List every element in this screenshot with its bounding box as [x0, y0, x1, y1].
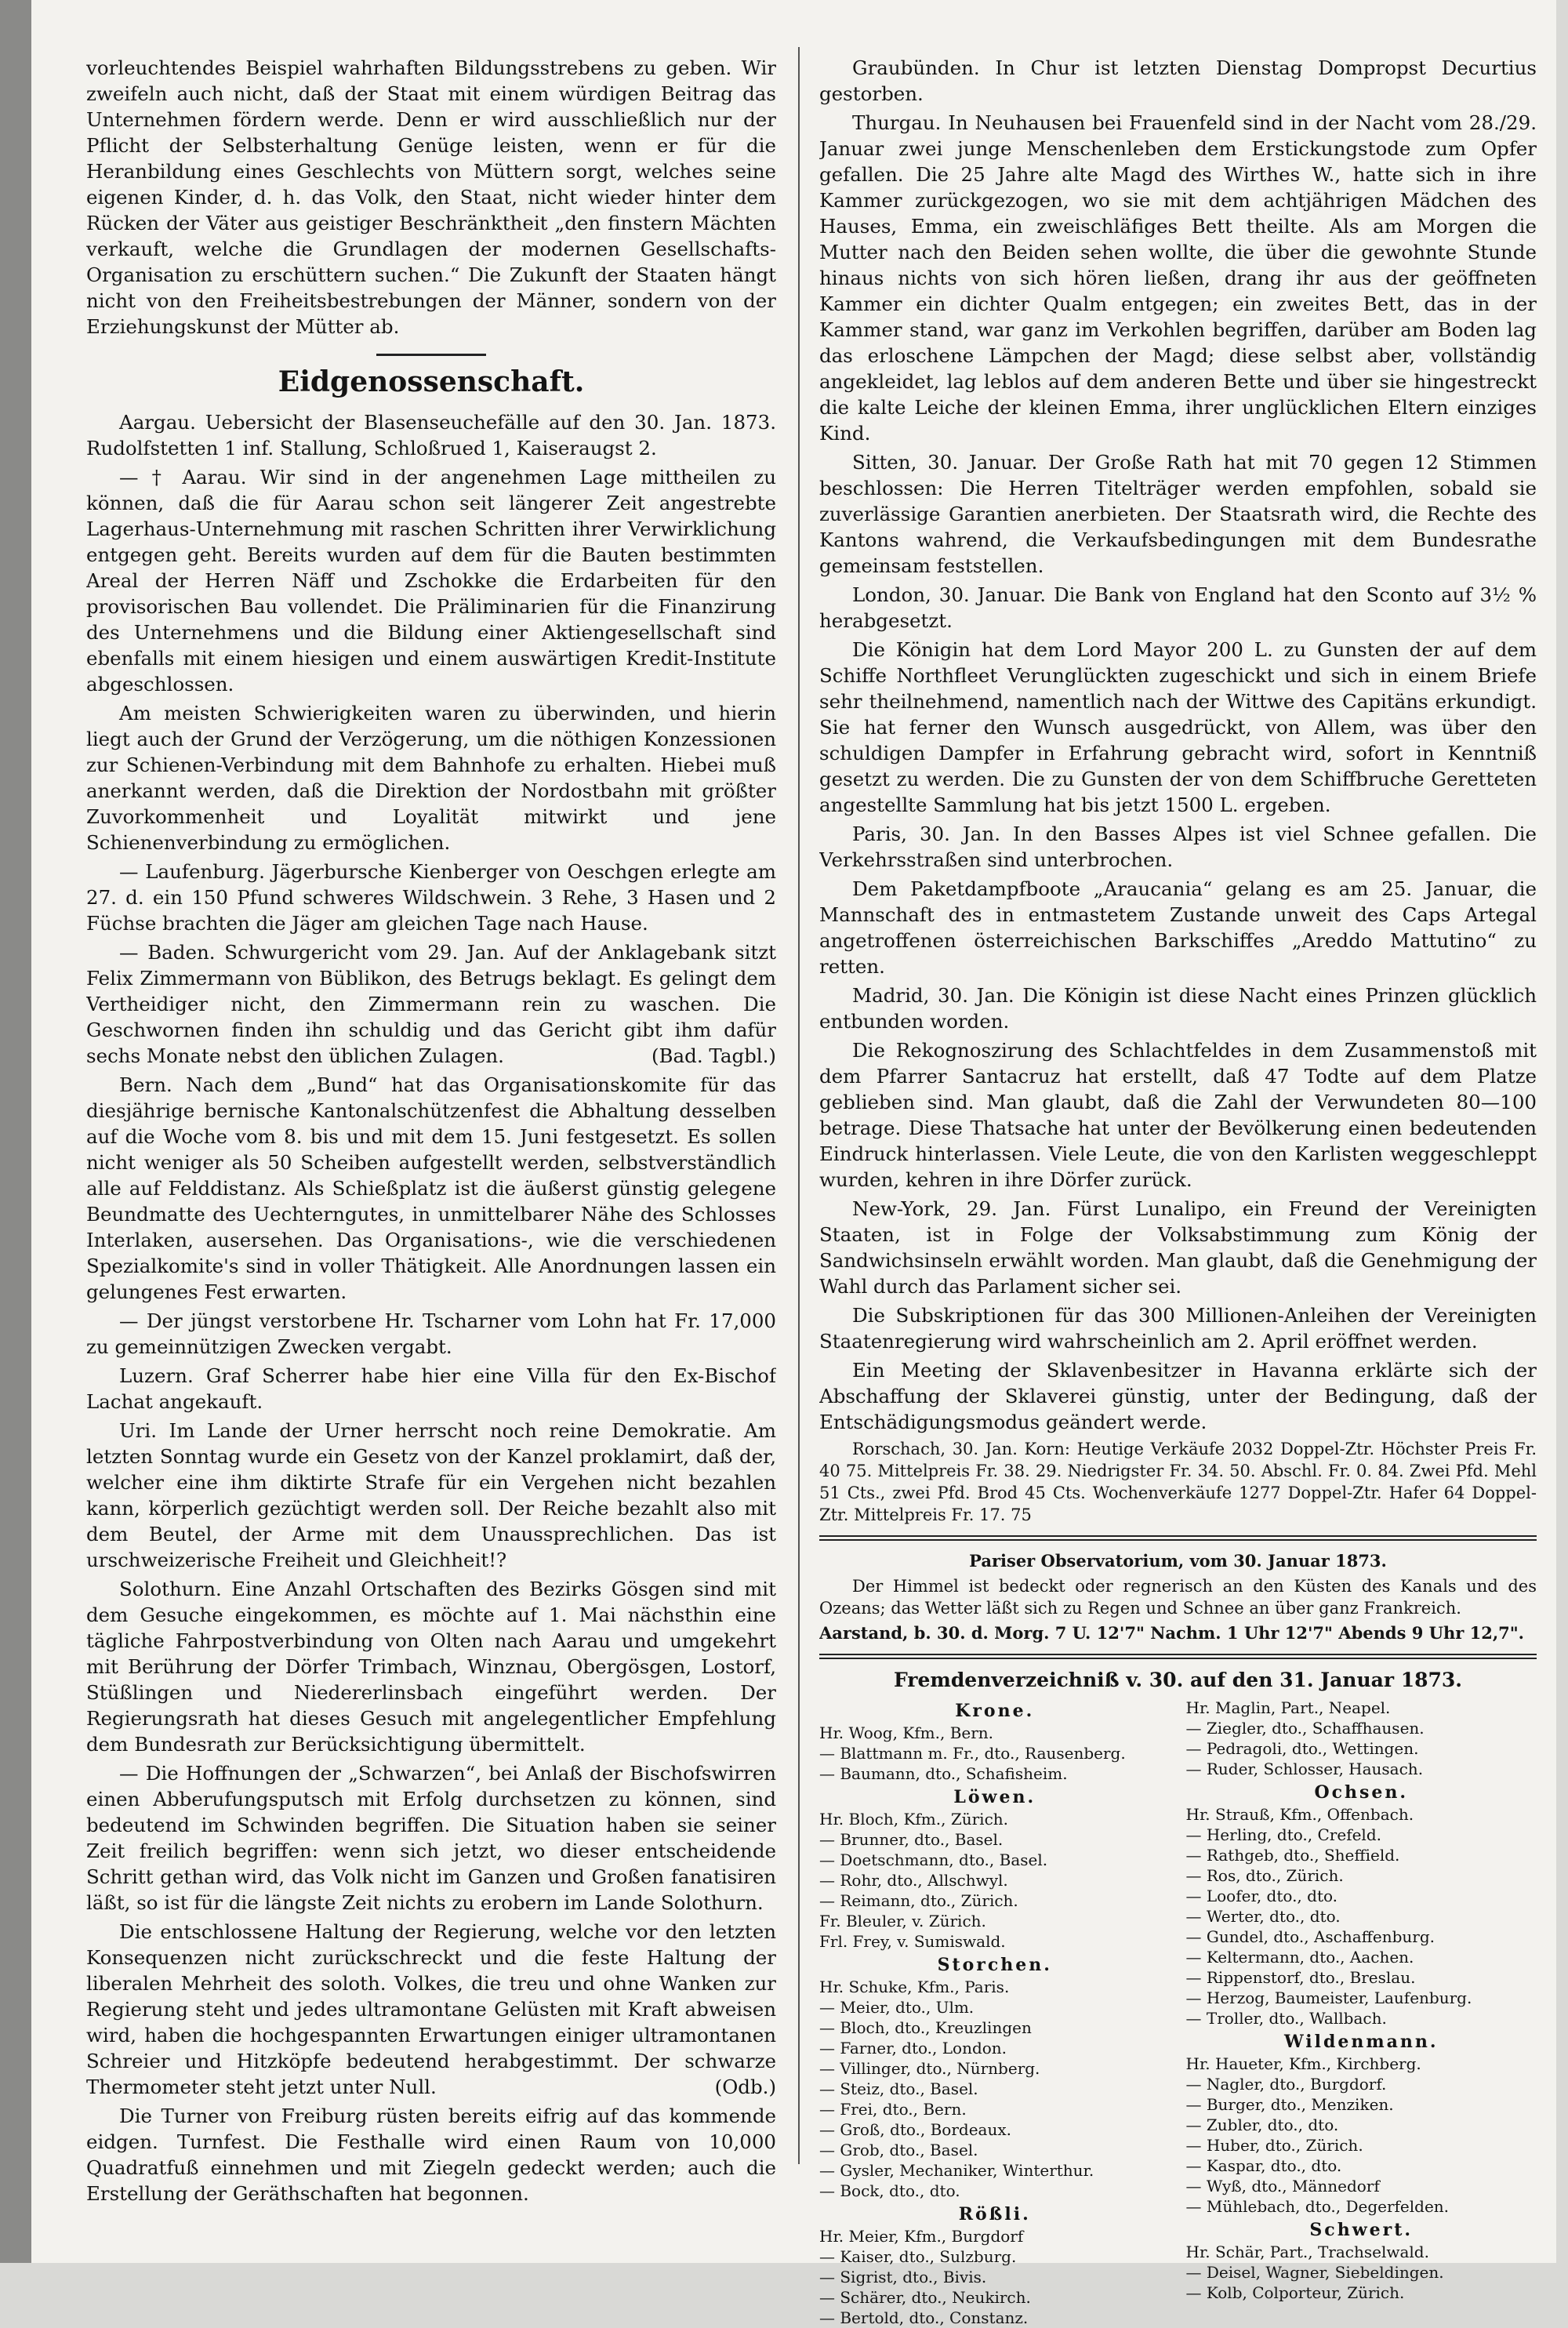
guest-entry: Frl. Frey, v. Sumiswald. [819, 1932, 1006, 1951]
guest-entry: — Burger, dto., Menziken. [1185, 2095, 1394, 2114]
observatory-text: Der Himmel ist bedeckt oder regnerisch an den Küsten des Kanals und des Ozeans; das Wetter läßt sich zu Regen und Schnee an über ganz Frankreich. [819, 1577, 1537, 1618]
guest-entry: Hr. Haueter, Kfm., Kirchberg. [1185, 2054, 1421, 2073]
article-solothurn: Solothurn. Eine Anzahl Ortschaften des Bezirks Gösgen sind mit dem Gesuche eingekommen, es möchte auf 1. Mai nächsthin eine tägliche Fahrpostverbindung von Olten nach Aarau und umgekehrt mit Berührung der Dörfer Trimbach, Winznau, Obergösgen, Lostorf, Stüßlingen und Niedererlinsbach eingeführt werden. Der Regierungsrath hat dieses Gesuch mit angelegentlicher Empfehlung dem Bundesrath zur Berücksichtigung übermittelt. [86, 1578, 776, 1756]
guest-entry: — Bertold, dto., Constanz. [819, 2308, 1029, 2327]
fremden-title: Fremdenverzeichniß v. 30. auf den 31. Januar 1873. [893, 1669, 1463, 1691]
guest-entry: Hr. Meier, Kfm., Burgdorf [819, 2227, 1024, 2246]
guest-entry: — Blattmann m. Fr., dto., Rausenberg. [819, 1744, 1126, 1763]
column-divider [798, 47, 800, 2164]
article-madrid-2: Die Rekognoszirung des Schlachtfeldes in dem Zusammenstoß mit dem Pfarrer Santacruz hat erstellt, daß 47 Todte auf dem Platze geblieben sind. Man glaubt, daß die Zahl der Verwundeten 80—100 betrage. Diese Thatsache hat unter der Bevölkerung einen bedeutenden Eindruck hinterlassen. Viele Leute, die von den Karlisten weggeschleppt wurden, kehren in ihre Dörfer zurück. [819, 1039, 1537, 1191]
section-rule [376, 354, 486, 356]
guest-entry: Hr. Bloch, Kfm., Zürich. [819, 1810, 1009, 1829]
article-bern: Bern. Nach dem „Bund“ hat das Organisationskomite für das diesjährige bernische Kantonalschützenfest die Abhaltung desselben auf die Woche vom 8. bis und mit dem 15. Juni festgesetzt. Es sollen nicht weniger als 50 Scheiben aufgestellt werden, selbstverständlich alle auf Felddistanz. Als Schießplatz ist die äußerst günstig gelegene Beundmatte des Uechterngutes, in unmittelbarer Nähe des Schlosses Interlaken, ausersehen. Das Organisations-, wie die verschiedenen Spezialkomite's sind in voller Thätigkeit. Alle Anordnungen lassen ein gelungenes Fest erwarten. [86, 1073, 776, 1303]
guest-entry: — Meier, dto., Ulm. [819, 1998, 975, 2017]
guest-entry: Fr. Bleuler, v. Zürich. [819, 1912, 986, 1930]
guest-entry: — Doetschmann, dto., Basel. [819, 1850, 1048, 1869]
guest-entry: — Brunner, dto., Basel. [819, 1830, 1004, 1849]
article-uri: Uri. Im Lande der Urner herrscht noch reine Demokratie. Am letzten Sonntag wurde ein Gesetz von der Kanzel proklamirt, daß der, welcher eine ihm diktirte Strafe für ein Vergehen nicht bezahlen kann, körperlich gezüchtigt werden soll. Der Reiche bezahlt also mit dem Beutel, der Arme mit dem Unaussprechlichen. Das ist urschweizerische Freiheit und Gleichheit!? [86, 1419, 776, 1571]
attribution-solothurn: (Odb.) [714, 2076, 776, 2098]
guest-entry: Hr. Maglin, Part., Neapel. [1185, 1698, 1391, 1717]
guest-entry: — Gysler, Mechaniker, Winterthur. [819, 2161, 1094, 2180]
guest-entry: — Wyß, dto., Männedorf [1185, 2177, 1380, 2195]
fremden-col-left [819, 1698, 1171, 2328]
double-rule [819, 1535, 1537, 1541]
article-aargau: Aargau. Uebersicht der Blasenseuchefälle auf den 30. Jan. 1873. Rudolfstetten 1 inf. Stallung, Schloßrued 1, Kaiseraugst 2. [86, 411, 776, 459]
guest-entry: — Kolb, Colporteur, Zürich. [1185, 2283, 1405, 2302]
article-paris: Paris, 30. Jan. In den Basses Alpes ist viel Schnee gefallen. Die Verkehrsstraßen sind unterbrochen. [819, 823, 1537, 871]
guest-entry: — Keltermann, dto., Aachen. [1185, 1948, 1414, 1967]
guest-entry: — Deisel, Wagner, Siebeldingen. [1185, 2263, 1444, 2282]
guest-entry: — Rathgeb, dto., Sheffield. [1185, 1846, 1400, 1865]
hotel-name: Storchen. [937, 1955, 1052, 1975]
article-paris-2: Dem Paketdampfboote „Araucania“ gelang es am 25. Januar, die Mannschaft des in entmastetem Zustande unweit des Caps Artegal angetroffenen österreichischen Barkschiffes „Areddo Mattutino“ zu retten. [819, 877, 1537, 978]
guest-entry: — Herzog, Baumeister, Laufenburg. [1185, 1988, 1472, 2007]
hotel-name: Ochsen. [1314, 1782, 1409, 1803]
guest-entry: — Herling, dto., Crefeld. [1185, 1825, 1381, 1844]
article-luzern: Luzern. Graf Scherrer habe hier eine Villa für den Ex-Bischof Lachat angekauft. [86, 1364, 776, 1413]
guest-entry: — Mühlebach, dto., Degerfelden. [1185, 2197, 1450, 2216]
guest-entry: — Rippenstorf, dto., Breslau. [1185, 1968, 1416, 1987]
guest-entry: Hr. Strauß, Kfm., Offenbach. [1185, 1805, 1414, 1824]
guest-entry: — Farner, dto., London. [819, 2039, 1007, 2057]
article-baden-text: — Baden. Schwurgericht vom 29. Jan. Auf der Anklagebank sitzt Felix Zimmermann von Büblikon, des Betrugs beklagt. Es gelingt dem Vertheidiger nicht, den Zimmermann rein zu waschen. Die Geschwornen finden ihn schuldig und das Gericht gibt ihm dafür sechs Monate nebst den üblichen Zulagen. [86, 941, 776, 1067]
article-london: London, 30. Januar. Die Bank von England hat den Sconto auf 3½ % herabgesetzt. [819, 583, 1537, 632]
guest-entry: — Zubler, dto., dto. [1185, 2116, 1339, 2134]
hotel-name: Löwen. [953, 1787, 1036, 1807]
guest-entry: — Baumann, dto., Schafisheim. [819, 1764, 1068, 1783]
guest-entry: — Groß, dto., Bordeaux. [819, 2120, 1011, 2139]
double-rule-2 [819, 1654, 1537, 1659]
article-thurgau: Thurgau. In Neuhausen bei Frauenfeld sind in der Nacht vom 28./29. Januar zwei junge Menschenleben dem Erstickungstode zum Opfer gefallen. Die 25 Jahre alte Magd des Wirthes W., hatte sich in ihre Kammer zurückgezogen, wo sie mit dem achtjährigen Mädchen des Hauses, Emma, ein zweischläfiges Bett theilte. Als am Morgen die Mutter nach den Beiden sehen wollte, die über die gewohnte Stunde hinaus nichts von sich hören ließen, drang ihr aus der geöffneten Kammer ein dichter Qualm entgegen; ein zweites Bett, das in der Kammer stand, war ganz im Verkohlen begriffen, darüber am Boden lag das erloschene Lämpchen der Magd; diese selbst aber, vollständig angekleidet, lag leblos auf dem anderen Bette und über sie hingestreckt die kalte Leiche der kleinen Emma, ihrer unglücklichen Eltern einziges Kind. [819, 111, 1537, 445]
guest-entry: — Kaiser, dto., Sulzburg. [819, 2247, 1017, 2266]
guest-entry: — Villinger, dto., Nürnberg. [819, 2059, 1040, 2078]
article-bern-2: — Der jüngst verstorbene Hr. Tscharner vom Lohn hat Fr. 17,000 zu gemeinnützigen Zwecken vergabt. [86, 1309, 776, 1358]
aarstand: Aarstand, b. 30. d. Morg. 7 U. 12'7" Nachm. 1 Uhr 12'7" Abends 9 Uhr 12,7". [819, 1623, 1524, 1643]
newspaper-page [31, 0, 1556, 2327]
hotel-name: Schwert. [1309, 2220, 1414, 2240]
article-newyork: New-York, 29. Jan. Fürst Lunalipo, ein Freund der Vereinigten Staaten, ist in Folge der Volksabstimmung zum König der Sandwichsinseln erwählt worden. Man glaubt, daß die Genehmigung der Wahl durch das Parlament sicher sei. [819, 1197, 1537, 1298]
article-laufenburg: — Laufenburg. Jägerbursche Kienberger von Oeschgen erlegte am 27. d. ein 150 Pfund schweres Wildschwein. 3 Rehe, 3 Hasen und 2 Füchse brachten die Jäger am gleichen Tage nach Hause. [86, 860, 776, 935]
guest-entry: Hr. Schuke, Kfm., Paris. [819, 1978, 1010, 1996]
guest-entry: — Rohr, dto., Allschwyl. [819, 1871, 1008, 1890]
article-sitten: Sitten, 30. Januar. Der Große Rath hat mit 70 gegen 12 Stimmen beschlossen: Die Herren Titelträger werden empfohlen, sobald sie zuverlässige Garantien anerbieten. Der Staatsrath wird, die Rechte des Kantons wahrend, die Verkaufsbedingungen mit dem Bundesrathe gemeinsam feststellen. [819, 451, 1537, 577]
guest-entry: — Grob, dto., Basel. [819, 2141, 978, 2159]
guest-entry: Hr. Schär, Part., Trachselwald. [1185, 2243, 1429, 2261]
article-baden [86, 939, 776, 1069]
guest-entry: — Pedragoli, dto., Wettingen. [1185, 1739, 1419, 1758]
hotel-name: Krone. [955, 1701, 1035, 1721]
hotel-name: Wildenmann. [1283, 2032, 1439, 2052]
article-newyork-3: Ein Meeting der Sklavenbesitzer in Havanna erklärte sich der Abschaffung der Sklaverei günstig, unter der Bedingung, daß der Entschädigungsmodus geändert werde. [819, 1359, 1537, 1433]
fremden-col-right [1186, 1698, 1537, 2328]
article-solothurn-3-text: Die entschlossene Haltung der Regierung, welche vor den letzten Konsequenzen nicht zurückschreckt und die feste Haltung der liberalen Mehrheit des soloth. Volkes, die treu und ohne Wanken zur Regierung steht und jedes ultramontane Gelüsten mit Kraft abweisen wird, haben die hochgespannten Erwartungen einiger ultramontanen Schreier und Hitzköpfe bedeutend herabgestimmt. Der schwarze Thermometer steht jetzt unter Null. [86, 1920, 776, 2098]
article-newyork-2: Die Subskriptionen für das 300 Millionen-Anleihen der Vereinigten Staatenregierung wird wahrscheinlich am 2. April eröffnet werden. [819, 1304, 1537, 1353]
article-madrid: Madrid, 30. Jan. Die Königin ist diese Nacht eines Prinzen glücklich entbunden worden. [819, 984, 1537, 1033]
guest-entry: — Steiz, dto., Basel. [819, 2079, 978, 2098]
article-freiburg: Die Turner von Freiburg rüsten bereits eifrig auf das kommende eidgen. Turnfest. Die Festhalle wird einen Raum von 10,000 Quadratfuß einnehmen und mit Ziegeln gedeckt werden; auch die Erstellung der Geräthschaften hat begonnen. [86, 2105, 776, 2205]
fremden-list [819, 1698, 1537, 2328]
guest-entry: — Loofer, dto., dto. [1185, 1887, 1338, 1905]
observatory-title: Pariser Observatorium, vom 30. Januar 1873. [969, 1551, 1387, 1571]
attribution-baden: (Bad. Tagbl.) [651, 1044, 776, 1067]
article-aarau: — † Aarau. Wir sind in der angenehmen Lage mittheilen zu können, daß die für Aarau schon seit längerer Zeit angestrebte Lagerhaus-Unternehmung mit raschen Schritten ihrer Verwirklichung entgegen geht. Bereits wurden auf dem für die Bauten bestimmten Areal der Herren Näff und Zschokke die Erdarbeiten für den provisorischen Bau vollendet. Die Präliminarien für die Finanzirung des Unternehmens und die Bildung einer Aktiengesellschaft sind ebenfalls mit einem hiesigen und einem auswärtigen Kredit-Institute abgeschlossen. [86, 466, 776, 695]
guest-entry: — Ruder, Schlosser, Hausach. [1185, 1760, 1424, 1778]
guest-entry: — Huber, dto., Zürich. [1185, 2136, 1363, 2155]
guest-entry: — Ros, dto., Zürich. [1185, 1866, 1344, 1885]
guest-entry: — Werter, dto., dto. [1185, 1907, 1341, 1926]
guest-entry: Hr. Woog, Kfm., Bern. [819, 1723, 994, 1742]
guest-entry: — Sigrist, dto., Bivis. [819, 2268, 987, 2286]
left-column [86, 55, 776, 2210]
guest-entry: — Nagler, dto., Burgdorf. [1185, 2075, 1387, 2094]
hotel-name: Rößli. [958, 2204, 1031, 2224]
guest-entry: — Kaspar, dto., dto. [1185, 2156, 1342, 2175]
intro-paragraph: vorleuchtendes Beispiel wahrhaften Bildungsstrebens zu geben. Wir zweifeln auch nicht, daß der Staat mit einem würdigen Beitrag das Unternehmen fördern werde. Denn er wird ausschließlich nur der Pflicht der Selbsterhaltung Genüge leisten, wenn er für die Heranbildung eines Geschlechts von Müttern sorgt, welches seine eigenen Kinder, d. h. das Volk, den Staat, nicht wieder hinter dem Rücken der Väter aus geistiger Beschränktheit „den finstern Mächten verkauft, welche die Grundlagen der modernen Gesellschafts-Organisation zu erschüttern suchen.“ Die Zukunft der Staaten hängt nicht von den Freiheitsbestrebungen der Männer, sondern von der Erziehungskunst der Mütter ab. [86, 56, 776, 338]
guest-entry: — Bloch, dto., Kreuzlingen [819, 2018, 1032, 2037]
guest-entry: — Frei, dto., Bern. [819, 2100, 967, 2119]
article-solothurn-2: — Die Hoffnungen der „Schwarzen“, bei Anlaß der Bischofswirren einen Abberufungsputsch mit Erfolg durchsetzen zu können, sind bedeutend im Schwinden begriffen. Die Situation haben sie seiner Zeit freilich begriffen: wenn sich jetzt, wo dieser entscheidende Schritt gethan wird, das Volk nicht im Ganzen und Großen fanatisiren läßt, so ist für die längste Zeit nichts zu erobern im Lande Solothurn. [86, 1762, 776, 1914]
scan-edge [0, 0, 31, 2263]
guest-entry: — Schärer, dto., Neukirch. [819, 2288, 1031, 2307]
article-aarau-2: Am meisten Schwierigkeiten waren zu überwinden, und hierin liegt auch der Grund der Verzögerung, um die nöthigen Konzessionen zur Schienen-Verbindung mit dem Bahnhofe zu erhalten. Hiebei muß anerkannt werden, daß die Direktion der Nordostbahn mit größter Zuvorkommenheit und Loyalität mitwirkt und jene Schienenverbindung zu ermöglichen. [86, 702, 776, 854]
market-report: Rorschach, 30. Jan. Korn: Heutige Verkäufe 2032 Doppel-Ztr. Höchster Preis Fr. 40 75. Mittelpreis Fr. 38. 29. Niedrigster Fr. 34. 50. Abschl. Fr. 0. 84. Zwei Pfd. Mehl 51 Cts., zwei Pfd. Brod 45 Cts. Wochenverkäufe 1277 Doppel-Ztr. Hafer 64 Doppel-Ztr. Mittelpreis Fr. 17. 75 [819, 1440, 1537, 1524]
article-london-2: Die Königin hat dem Lord Mayor 200 L. zu Gunsten der auf dem Schiffe Northfleet Verunglückten zugeschickt und sich in einem Briefe sehr theilnehmend, namentlich nach der Wittwe des Capitäns erkundigt. Sie hat ferner den Wunsch ausgedrückt, von Allem, was über den schuldigen Dampfer in Erfahrung gebracht wird, sofort in Kenntniß gesetzt zu werden. Die zu Gunsten der von dem Schiffbruche Geretteten angestellte Sammlung hat bis jetzt 1500 L. ergeben. [819, 638, 1537, 816]
article-graubuenden: Graubünden. In Chur ist letzten Dienstag Dompropst Decurtius gestorben. [819, 56, 1537, 105]
guest-entry: — Gundel, dto., Aschaffenburg. [1185, 1927, 1435, 1946]
guest-entry: — Troller, dto., Wallbach. [1185, 2009, 1387, 2028]
right-column [819, 55, 1537, 2328]
article-solothurn-3 [86, 1919, 776, 2100]
section-title: Eidgenossenschaft. [278, 365, 585, 398]
guest-entry: — Reimann, dto., Zürich. [819, 1891, 1018, 1910]
guest-entry: — Ziegler, dto., Schaffhausen. [1185, 1719, 1425, 1738]
guest-entry: — Bock, dto., dto. [819, 2181, 960, 2200]
